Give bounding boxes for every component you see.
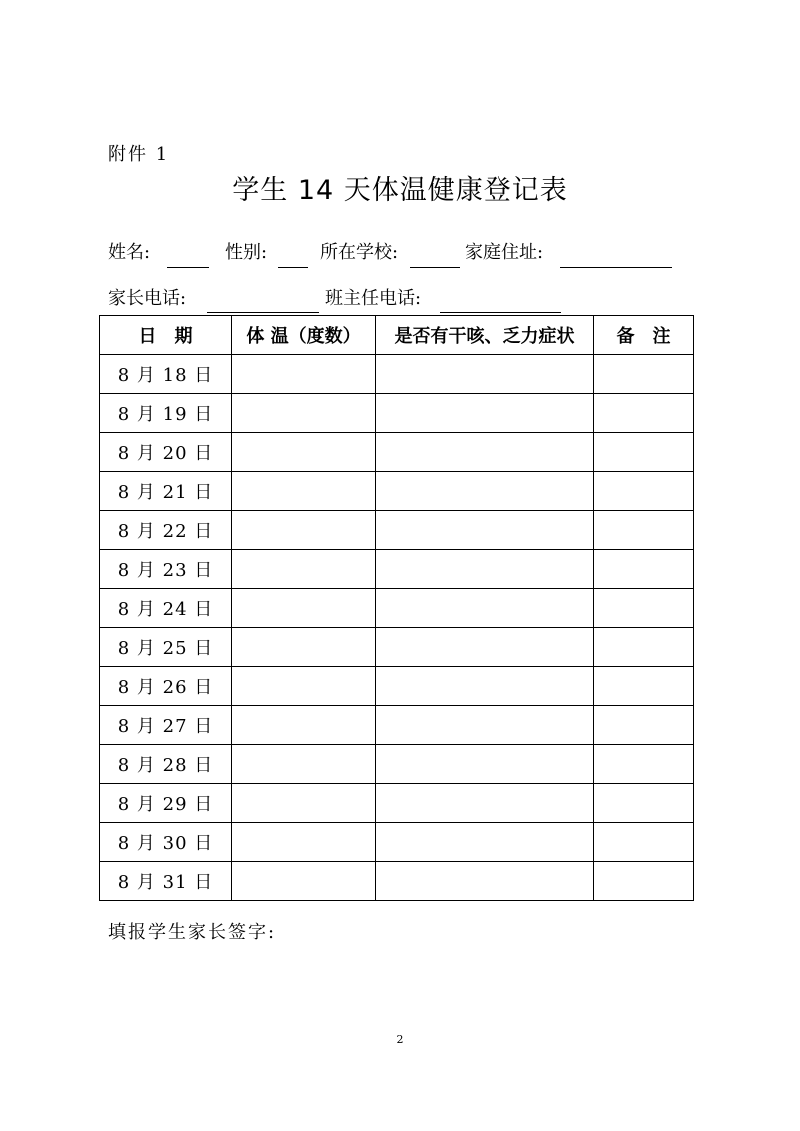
temperature-cell[interactable]: [232, 862, 376, 901]
date-cell: 8 月 24 日: [100, 589, 232, 628]
remarks-cell[interactable]: [594, 745, 694, 784]
remarks-cell[interactable]: [594, 628, 694, 667]
table-row: [100, 667, 694, 706]
temperature-cell[interactable]: [232, 472, 376, 511]
symptoms-cell[interactable]: [376, 745, 594, 784]
date-cell: 8 月 25 日: [100, 628, 232, 667]
symptoms-cell[interactable]: [376, 355, 594, 394]
table-row: [100, 589, 694, 628]
temperature-cell[interactable]: [232, 628, 376, 667]
temperature-cell[interactable]: [232, 745, 376, 784]
teacher-phone-label: 班主任电话:: [325, 288, 422, 309]
symptoms-cell[interactable]: [376, 667, 594, 706]
table-row: [100, 472, 694, 511]
header-symptoms: 是否有干咳、乏力症状: [376, 316, 594, 355]
remarks-cell[interactable]: [594, 823, 694, 862]
date-cell: 8 月 31 日: [100, 862, 232, 901]
symptoms-cell[interactable]: [376, 550, 594, 589]
remarks-cell[interactable]: [594, 784, 694, 823]
symptoms-cell[interactable]: [376, 862, 594, 901]
name-label: 姓名:: [108, 242, 151, 263]
date-cell: 8 月 18 日: [100, 355, 232, 394]
temperature-cell[interactable]: [232, 394, 376, 433]
symptoms-cell[interactable]: [376, 433, 594, 472]
school-label: 所在学校:: [320, 242, 399, 263]
parent-phone-field[interactable]: [207, 312, 319, 313]
symptoms-cell[interactable]: [376, 823, 594, 862]
address-field[interactable]: [560, 267, 672, 268]
table-row: [100, 355, 694, 394]
attachment-label: 附件 1: [108, 144, 170, 165]
temperature-cell[interactable]: [232, 433, 376, 472]
table-row: [100, 433, 694, 472]
table-header-row: [100, 316, 694, 355]
table-row: [100, 511, 694, 550]
temperature-cell[interactable]: [232, 667, 376, 706]
symptoms-cell[interactable]: [376, 511, 594, 550]
teacher-phone-field[interactable]: [440, 312, 561, 313]
gender-label: 性别:: [225, 242, 268, 263]
temperature-cell[interactable]: [232, 355, 376, 394]
table-row: [100, 862, 694, 901]
date-cell: 8 月 27 日: [100, 706, 232, 745]
date-cell: 8 月 19 日: [100, 394, 232, 433]
temperature-cell[interactable]: [232, 589, 376, 628]
date-cell: 8 月 30 日: [100, 823, 232, 862]
date-cell: 8 月 23 日: [100, 550, 232, 589]
date-cell: 8 月 22 日: [100, 511, 232, 550]
temperature-cell[interactable]: [232, 706, 376, 745]
header-date: 日 期: [100, 316, 232, 355]
temperature-cell[interactable]: [232, 784, 376, 823]
page-number: 2: [396, 1033, 404, 1046]
symptoms-cell[interactable]: [376, 472, 594, 511]
remarks-cell[interactable]: [594, 667, 694, 706]
remarks-cell[interactable]: [594, 706, 694, 745]
remarks-cell[interactable]: [594, 862, 694, 901]
remarks-cell[interactable]: [594, 589, 694, 628]
remarks-cell[interactable]: [594, 550, 694, 589]
table-row: [100, 394, 694, 433]
header-temperature: 体 温（度数）: [232, 316, 376, 355]
table-row: [100, 550, 694, 589]
date-cell: 8 月 29 日: [100, 784, 232, 823]
temperature-cell[interactable]: [232, 511, 376, 550]
page-title: 学生 14 天体温健康登记表: [232, 175, 568, 206]
remarks-cell[interactable]: [594, 355, 694, 394]
date-cell: 8 月 28 日: [100, 745, 232, 784]
date-cell: 8 月 20 日: [100, 433, 232, 472]
symptoms-cell[interactable]: [376, 394, 594, 433]
remarks-cell[interactable]: [594, 472, 694, 511]
remarks-cell[interactable]: [594, 433, 694, 472]
table-row: [100, 745, 694, 784]
symptoms-cell[interactable]: [376, 589, 594, 628]
parent-phone-label: 家长电话:: [108, 288, 187, 309]
temperature-table: [99, 315, 694, 901]
symptoms-cell[interactable]: [376, 784, 594, 823]
table-row: [100, 823, 694, 862]
temperature-cell[interactable]: [232, 823, 376, 862]
table-row: [100, 784, 694, 823]
symptoms-cell[interactable]: [376, 628, 594, 667]
table-row: [100, 628, 694, 667]
school-field[interactable]: [410, 267, 460, 268]
symptoms-cell[interactable]: [376, 706, 594, 745]
date-cell: 8 月 21 日: [100, 472, 232, 511]
temperature-cell[interactable]: [232, 550, 376, 589]
remarks-cell[interactable]: [594, 511, 694, 550]
header-remarks: 备 注: [594, 316, 694, 355]
date-cell: 8 月 26 日: [100, 667, 232, 706]
address-label: 家庭住址:: [465, 242, 544, 263]
remarks-cell[interactable]: [594, 394, 694, 433]
name-field[interactable]: [167, 267, 209, 268]
gender-field[interactable]: [278, 267, 308, 268]
parent-signature-label: 填报学生家长签字:: [108, 922, 277, 943]
table-row: [100, 706, 694, 745]
